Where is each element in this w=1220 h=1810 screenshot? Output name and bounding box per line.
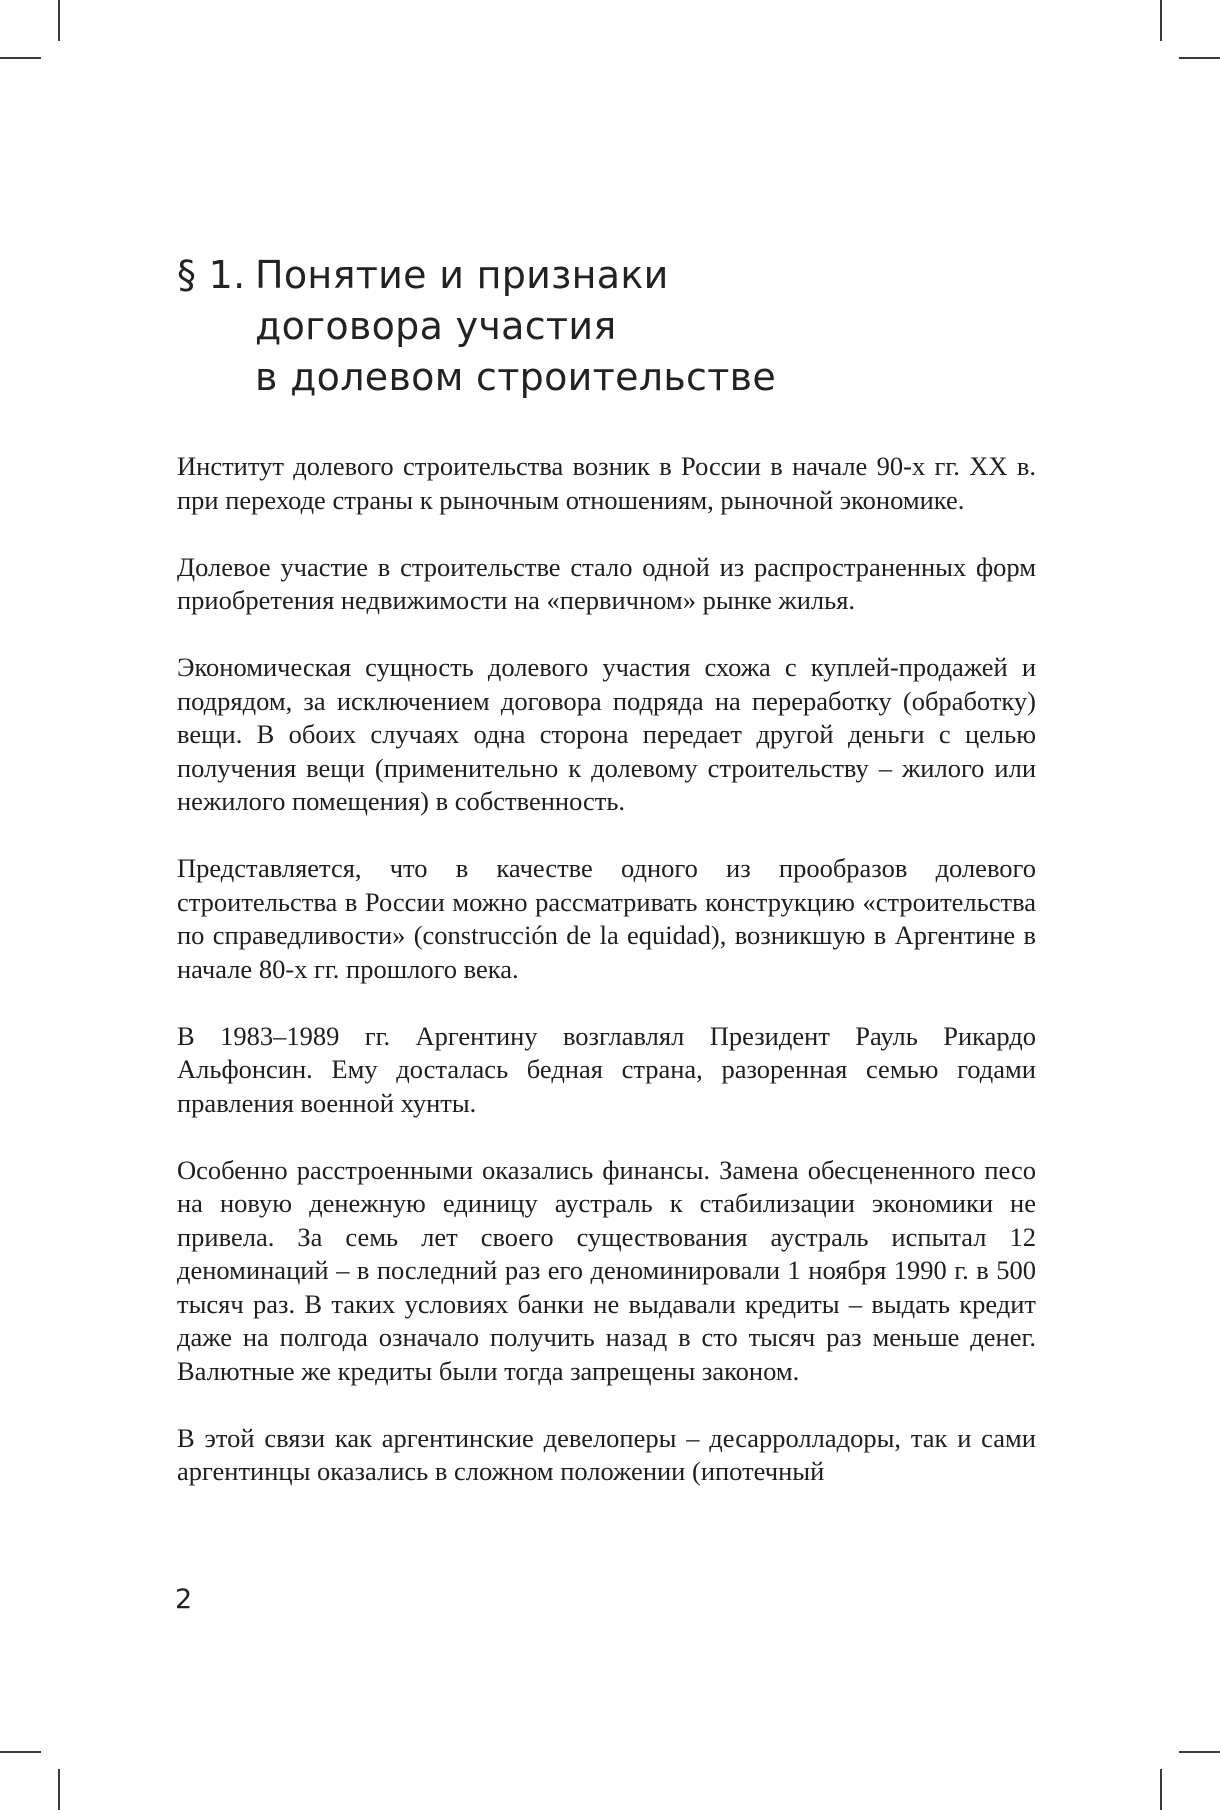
section-title-line: в долевом строительстве <box>255 355 777 399</box>
paragraph: Особенно расстроенными оказались финансы. Замена обесцененного песо на новую денежную единицу аустраль к стабилизации экономики не привела. За семь лет своего существования аустраль испытал 12 деноминаций – в последний раз его деноминировали 1 ноября 1990 г. в 500 тысяч раз. В таких условиях банки не выдавали кредиты – выдать кредит даже на полгода означало получить назад в сто тысяч раз меньше денег. Валютные же кредиты были тогда запрещены законом. <box>177 1154 1036 1386</box>
paragraph: В этой связи как аргентинские девелоперы – десарролладоры, так и сами аргентинцы оказались в сложном положении (ипотечный <box>177 1422 1036 1486</box>
section-title-line: Понятие и признаки <box>255 253 669 297</box>
crop-mark-bottom-left-horizontal <box>0 1751 41 1753</box>
crop-mark-top-left-horizontal <box>0 57 41 59</box>
body-text <box>177 450 1036 1522</box>
section-heading-line-1 <box>177 250 1077 301</box>
section-number: § 1. <box>177 253 246 297</box>
section-heading <box>177 250 1077 403</box>
crop-mark-top-right-horizontal <box>1179 57 1220 59</box>
page-number: 2 <box>175 1584 193 1615</box>
section-title-line: договора участия <box>255 304 617 348</box>
crop-mark-top-right-vertical <box>1160 0 1162 41</box>
crop-mark-bottom-right-vertical <box>1160 1769 1162 1810</box>
paragraph: В 1983–1989 гг. Аргентину возглавлял Президент Рауль Рикардо Альфонсин. Ему досталась бедная страна, разоренная семью годами правления военной хунты. <box>177 1020 1036 1118</box>
crop-mark-bottom-right-horizontal <box>1179 1751 1220 1753</box>
crop-mark-bottom-left-vertical <box>58 1769 60 1810</box>
paragraph: Экономическая сущность долевого участия схожа с куплей-продажей и подрядом, за исключением договора подряда на переработку (обработку) вещи. В обоих случаях одна сторона передает другой деньги с целью получения вещи (применительно к долевому строительству – жилого или нежилого помещения) в собственность. <box>177 652 1036 816</box>
crop-mark-top-left-vertical <box>58 0 60 41</box>
paragraph: Институт долевого строительства возник в России в начале 90-х гг. XX в. при переходе страны к рыночным отношениям, рыночной экономике. <box>177 451 1036 515</box>
paragraph: Представляется, что в качестве одного из прообразов долевого строительства в России можно рассматривать конструкцию «строительства по справедливости» (construcción de la equidad), возникшую в Аргентине в начале 80-х гг. прошлого века. <box>177 853 1036 984</box>
paragraph: Долевое участие в строительстве стало одной из распространенных форм приобретения недвижимости на «первичном» рынке жилья. <box>177 551 1036 615</box>
